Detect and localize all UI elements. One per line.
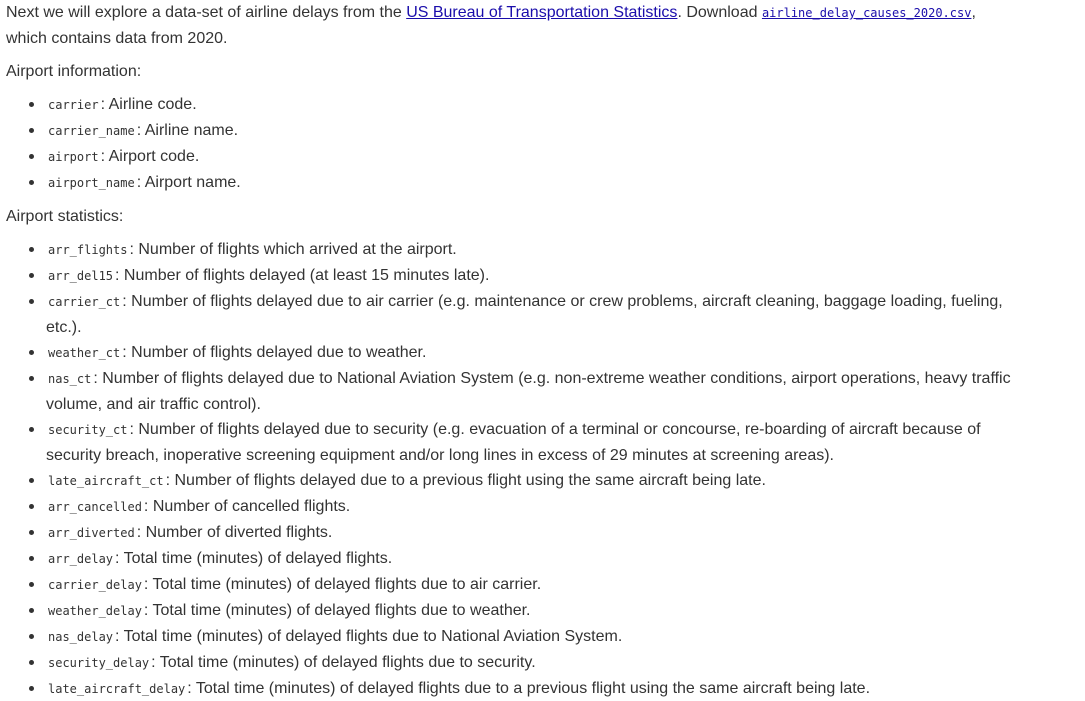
field-desc: : Number of diverted flights. [136, 524, 333, 541]
airport-info-heading: Airport information: [6, 63, 142, 80]
list-item [46, 572, 1026, 598]
field-code: carrier_name [48, 124, 135, 138]
list-item [46, 676, 1026, 701]
field-desc: : Number of flights which arrived at the airport. [129, 241, 457, 258]
list-item [46, 170, 1026, 196]
list-item [46, 118, 1026, 144]
bts-source-link[interactable]: US Bureau of Transportation Statistics [406, 4, 678, 21]
field-code: arr_flights [48, 243, 128, 257]
field-desc: : Number of flights delayed due to National Aviation System (e.g. non-extreme weather conditions, airport operations, heavy traffic volume, and air traffic control). [46, 370, 1011, 413]
field-code: nas_delay [48, 630, 114, 644]
list-item [46, 598, 1026, 624]
list-item [46, 417, 1026, 468]
field-code: weather_delay [48, 604, 142, 618]
field-desc: : Number of cancelled flights. [143, 498, 351, 515]
intro-text-before: Next we will explore a data-set of airline delays from the [6, 4, 407, 21]
field-desc: : Number of flights delayed due to a previous flight using the same aircraft being late. [165, 472, 766, 489]
field-code: arr_delay [48, 552, 114, 566]
document-content [6, 0, 1076, 701]
airport-info-list [6, 92, 1076, 196]
list-item [46, 92, 1026, 118]
airport-stats-list [6, 237, 1076, 701]
field-desc: : Total time (minutes) of delayed flights due to a previous flight using the same aircraft being late. [187, 680, 871, 697]
field-code: airport_name [48, 176, 135, 190]
field-code: nas_ct [48, 372, 92, 386]
field-desc: : Total time (minutes) of delayed flights due to National Aviation System. [115, 628, 623, 645]
field-code: late_aircraft_ct [48, 474, 164, 488]
field-desc: : Airport name. [136, 174, 241, 191]
list-item [46, 340, 1026, 366]
field-code: security_delay [48, 656, 150, 670]
field-desc: : Total time (minutes) of delayed flights due to security. [151, 654, 536, 671]
field-code: security_ct [48, 423, 128, 437]
list-item [46, 520, 1026, 546]
field-desc: : Total time (minutes) of delayed flights due to weather. [143, 602, 531, 619]
intro-text-after: . Download [677, 4, 762, 21]
field-code: carrier_ct [48, 295, 121, 309]
field-desc: : Total time (minutes) of delayed flights. [115, 550, 393, 567]
list-item [46, 366, 1026, 417]
field-code: arr_diverted [48, 526, 135, 540]
list-item [46, 263, 1026, 289]
field-code: weather_ct [48, 346, 121, 360]
list-item [46, 468, 1026, 494]
field-code: carrier [48, 98, 99, 112]
field-desc: : Total time (minutes) of delayed flights due to air carrier. [143, 576, 542, 593]
field-desc: : Number of flights delayed due to security (e.g. evacuation of a terminal or concourse, re-boarding of aircraft because of security breach, inoperative screening equipment and/or long lines in excess of 29 minutes at screening areas). [46, 421, 981, 464]
field-desc: : Airline code. [100, 96, 197, 113]
intro-paragraph [6, 0, 1076, 51]
list-item [46, 144, 1026, 170]
field-code: carrier_delay [48, 578, 142, 592]
list-item [46, 624, 1026, 650]
field-desc: : Number of flights delayed due to weather. [122, 344, 427, 361]
airport-stats-heading: Airport statistics: [6, 208, 124, 225]
list-item [46, 289, 1026, 340]
csv-download-link[interactable]: airline_delay_causes_2020.csv [761, 6, 972, 20]
intro-line-2: which contains data from 2020. [6, 30, 228, 47]
list-item [46, 494, 1026, 520]
field-code: airport [48, 150, 99, 164]
field-desc: : Airport code. [100, 148, 200, 165]
field-code: arr_del15 [48, 269, 114, 283]
field-desc: : Number of flights delayed (at least 15 minutes late). [115, 267, 490, 284]
list-item [46, 237, 1026, 263]
list-item [46, 650, 1026, 676]
field-code: arr_cancelled [48, 500, 142, 514]
intro-text-end: , [971, 4, 976, 21]
field-desc: : Airline name. [136, 122, 239, 139]
field-desc: : Number of flights delayed due to air carrier (e.g. maintenance or crew problems, aircraft cleaning, baggage loading, fueling, etc.). [46, 293, 1003, 336]
list-item [46, 546, 1026, 572]
field-code: late_aircraft_delay [48, 682, 186, 696]
